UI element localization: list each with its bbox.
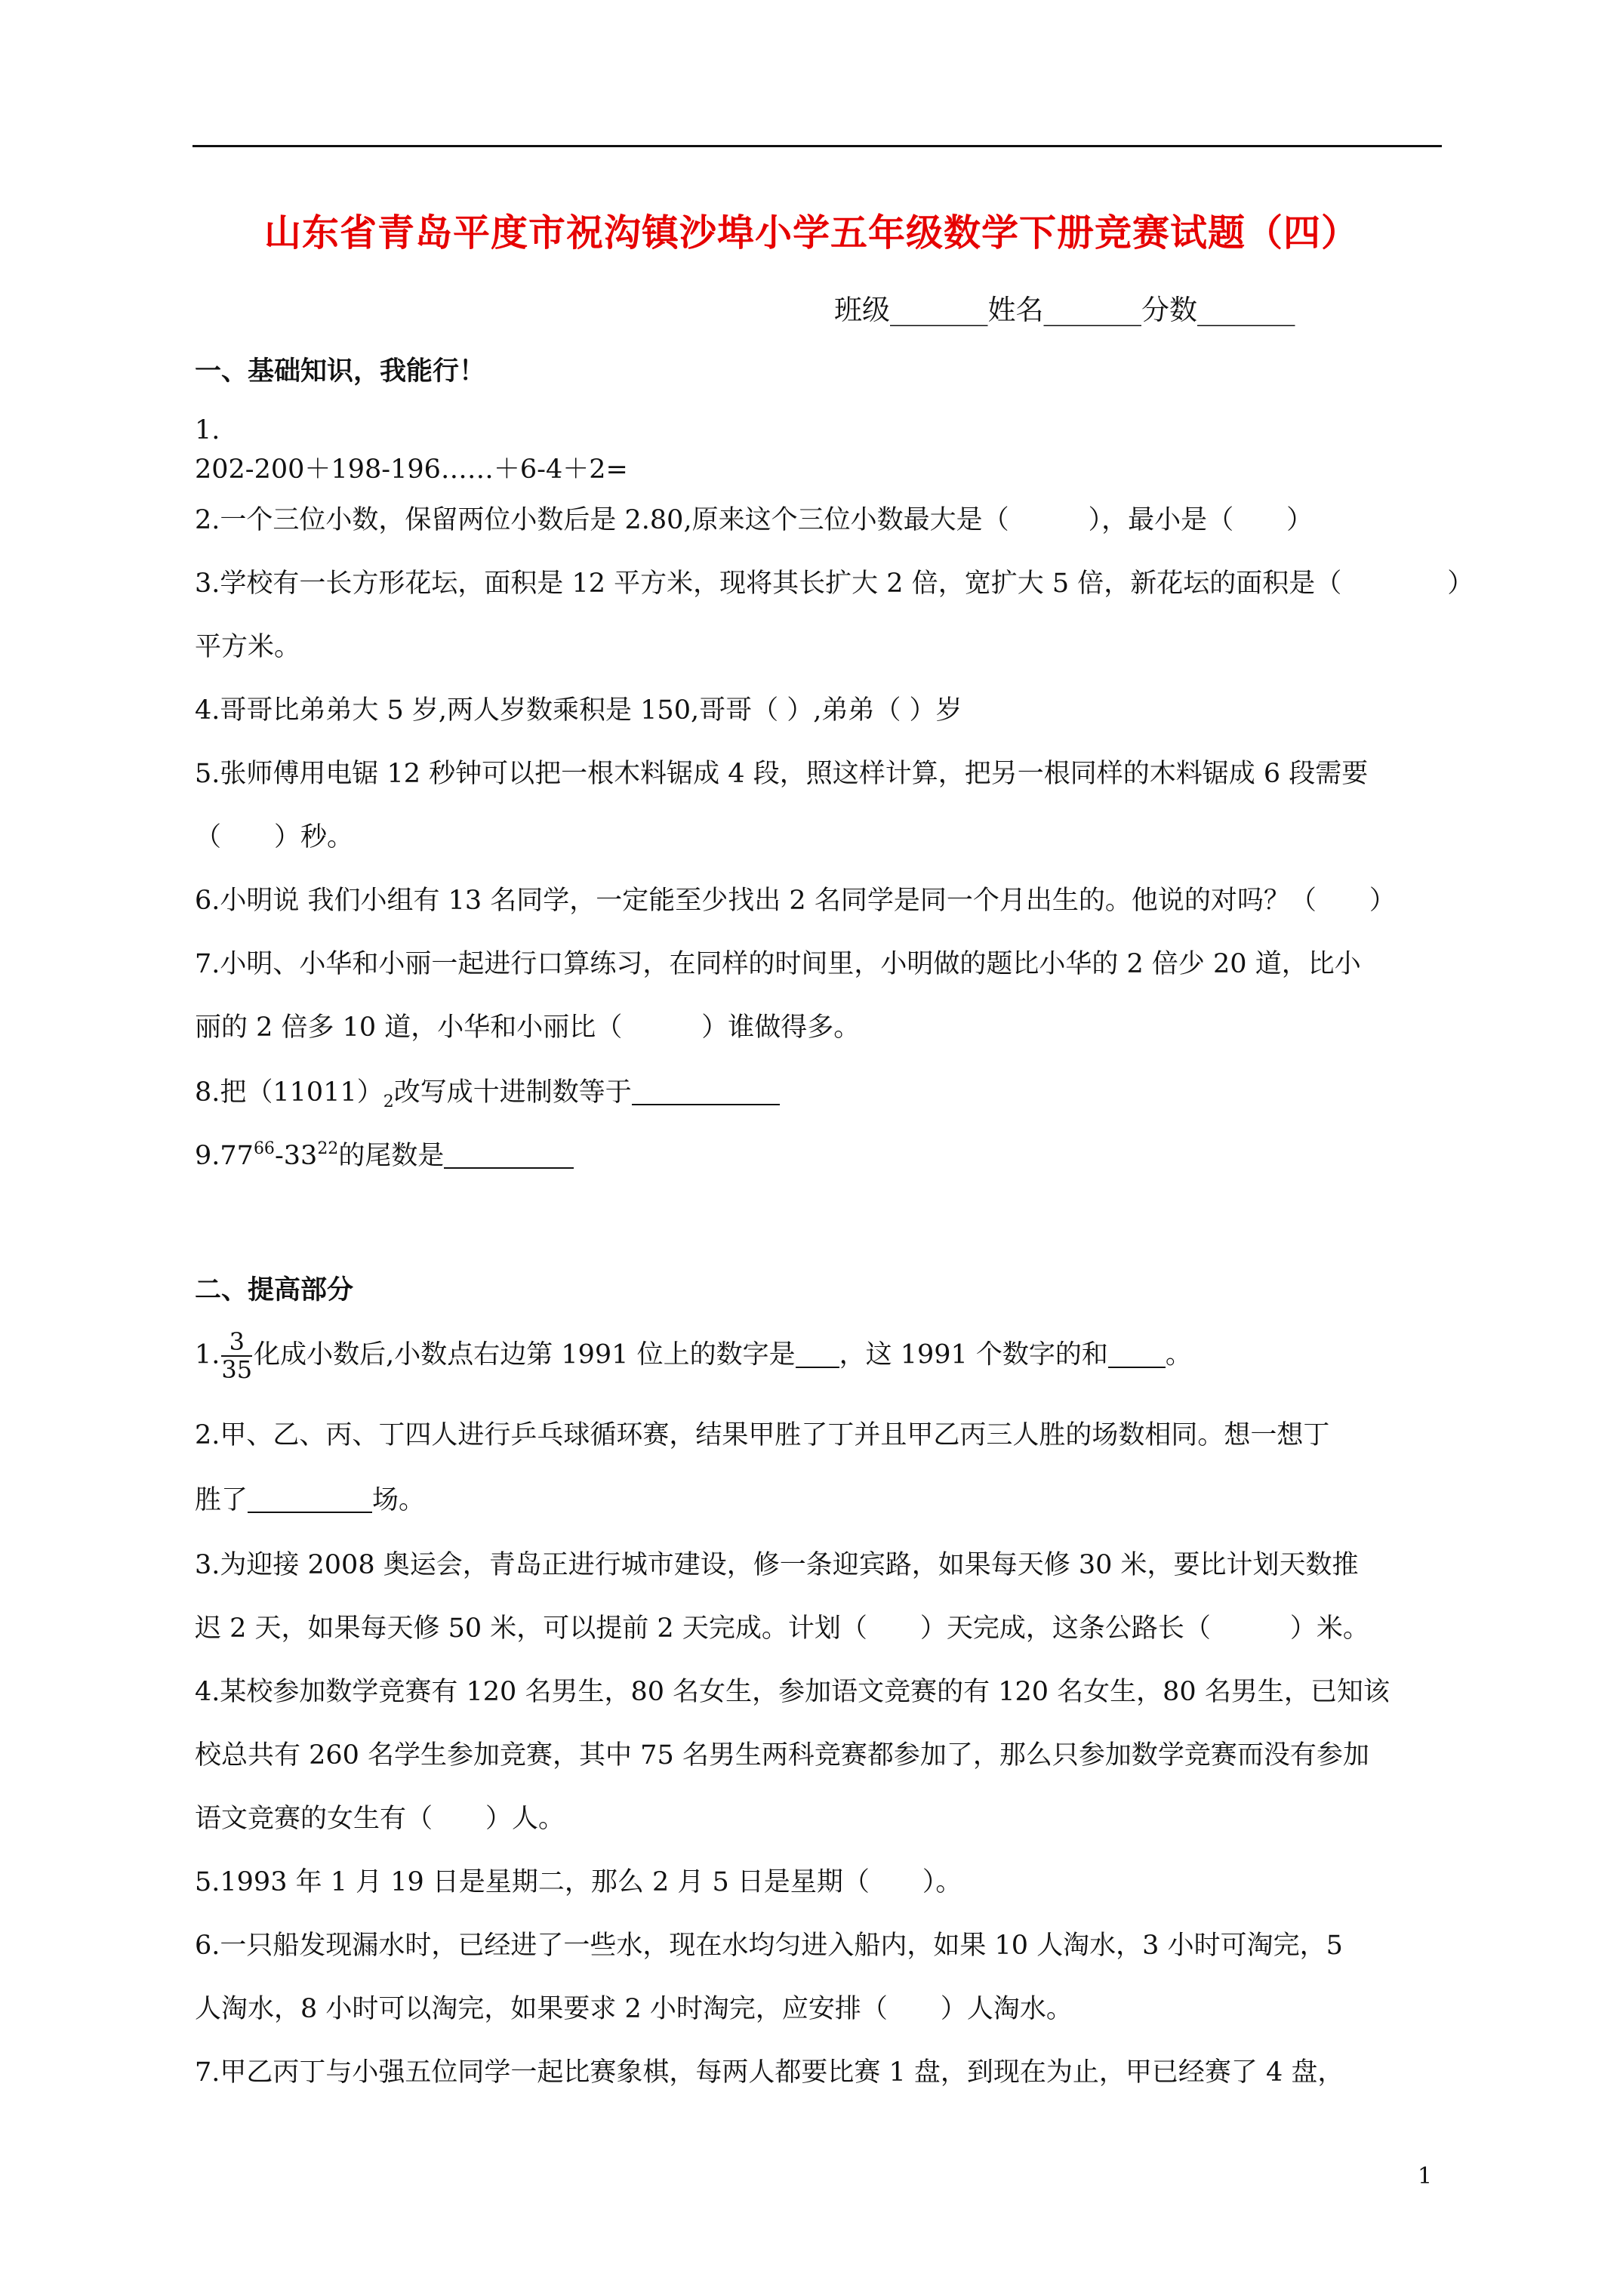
s1-q8-suffix: 改写成十进制数等于 (393, 1077, 632, 1108)
s1-q7-line1: 7.小明、小华和小丽一起进行口算练习，在同样的时间里，小明做的题比小华的 2 倍少 20 道，比小 (195, 949, 1361, 979)
s2-q4-line1: 4.某校参加数学竞赛有 120 名男生，80 名女生，参加语文竞赛的有 120 名女生，80 名男生，已知该 (195, 1677, 1390, 1707)
s1-q9 (195, 1139, 574, 1171)
s1-q8-subscript: 2 (383, 1093, 394, 1111)
s2-q2-suffix: 场。 (372, 1485, 426, 1515)
s1-q3-line1: 3.学校有一长方形花坛，面积是 12 平方米，现将其长扩大 2 倍，宽扩大 5 倍，新花坛的面积是（ ） (195, 569, 1474, 599)
s1-q9-exp1: 66 (253, 1139, 275, 1158)
s2-q1-blank-2 (1108, 1341, 1166, 1368)
s1-q7-line2: 丽的 2 倍多 10 道，小华和小丽比（ ）谁做得多。 (195, 1012, 861, 1043)
student-info-line: 班级_______姓名_______分数_______ (834, 294, 1295, 326)
s1-q4: 4.哥哥比弟弟大 5 岁,两人岁数乘积是 150,哥哥（ ）,弟弟（ ）岁 (195, 695, 962, 726)
s2-q1-fraction-numerator: 3 (221, 1329, 252, 1357)
s1-q5-line1: 5.张师傅用电锯 12 秒钟可以把一根木料锯成 4 段，照这样计算，把另一根同样的木料锯成 6 段需要 (195, 759, 1369, 789)
s1-q3-line2: 平方米。 (195, 632, 301, 662)
s1-q9-mid: -33 (274, 1141, 318, 1171)
s1-q9-exp2: 22 (317, 1139, 339, 1158)
s1-q9-prefix: 9.77 (195, 1141, 254, 1171)
s2-q1 (195, 1329, 1192, 1383)
s2-q6-line1: 6.一只船发现漏水时，已经进了一些水，现在水均匀进入船内，如果 10 人淘水，3 小时可淘完，5 (195, 1931, 1343, 1961)
s1-q1-number: 1. (195, 415, 220, 445)
s2-q1-blank-1 (796, 1341, 839, 1368)
s2-q1-part1: 化成小数后,小数点右边第 1991 位上的数字是 (254, 1339, 796, 1370)
s2-q2-prefix: 胜了 (195, 1485, 248, 1515)
s1-q9-answer-blank (444, 1142, 574, 1169)
s2-q6-line2: 人淘水，8 小时可以淘完，如果要求 2 小时淘完，应安排（ ）人淘水。 (195, 1994, 1073, 2024)
s1-q1-text: 202-200＋198-196……＋6-4＋2= (195, 455, 628, 485)
s1-q9-suffix: 的尾数是 (338, 1141, 445, 1171)
s1-q5-line2: （ ）秒。 (195, 822, 354, 852)
page-number: 1 (1418, 2163, 1433, 2190)
header-rule (192, 145, 1442, 147)
s2-q5: 5.1993 年 1 月 19 日是星期二，那么 2 月 5 日是星期（ ）。 (195, 1867, 962, 1897)
s2-q1-fraction-denominator: 35 (221, 1355, 253, 1385)
s1-q6: 6.小明说 我们小组有 13 名同学，一定能至少找出 2 名同学是同一个月出生的。他说的对吗？（ ） (195, 886, 1396, 916)
s2-q3-line2: 迟 2 天，如果每天修 50 米，可以提前 2 天完成。计划（ ）天完成，这条公路长（ ）米。 (195, 1613, 1369, 1644)
s2-q1-fraction (221, 1329, 252, 1383)
s2-q1-part2: ，这 1991 个数字的和 (839, 1339, 1108, 1370)
s2-q1-part3: 。 (1165, 1339, 1192, 1370)
s2-q4-line2: 校总共有 260 名学生参加竞赛，其中 75 名男生两科竞赛都参加了，那么只参加数学竞赛而没有参加 (195, 1740, 1369, 1771)
s2-q2-line1: 2.甲、乙、丙、丁四人进行乒乓球循环赛，结果甲胜了丁并且甲乙丙三人胜的场数相同。想一想丁 (195, 1420, 1330, 1450)
s2-q2-line2 (195, 1486, 425, 1514)
s2-q1-prefix: 1. (195, 1339, 220, 1370)
s2-q4-line3: 语文竞赛的女生有（ ）人。 (195, 1804, 565, 1834)
section-1-heading: 一、基础知识，我能行！ (195, 356, 486, 387)
s2-q2-answer-blank (248, 1486, 372, 1513)
s2-q3-line1: 3.为迎接 2008 奥运会，青岛正进行城市建设，修一条迎宾路，如果每天修 30 米，要比计划天数推 (195, 1550, 1359, 1580)
s2-q7-line1: 7.甲乙丙丁与小强五位同学一起比赛象棋，每两人都要比赛 1 盘，到现在为止，甲已经赛了 4 盘， (195, 2057, 1344, 2088)
s1-q8-prefix: 8.把（11011） (195, 1077, 383, 1108)
s1-q8 (195, 1077, 780, 1111)
s1-q2: 2.一个三位小数，保留两位小数后是 2.80,原来这个三位小数最大是（ ），最小是（ ） (195, 505, 1313, 535)
page-title: 山东省青岛平度市祝沟镇沙埠小学五年级数学下册竞赛试题（四） (263, 211, 1359, 254)
section-2-heading: 二、提高部分 (195, 1275, 354, 1305)
s1-q8-answer-blank (632, 1078, 780, 1105)
